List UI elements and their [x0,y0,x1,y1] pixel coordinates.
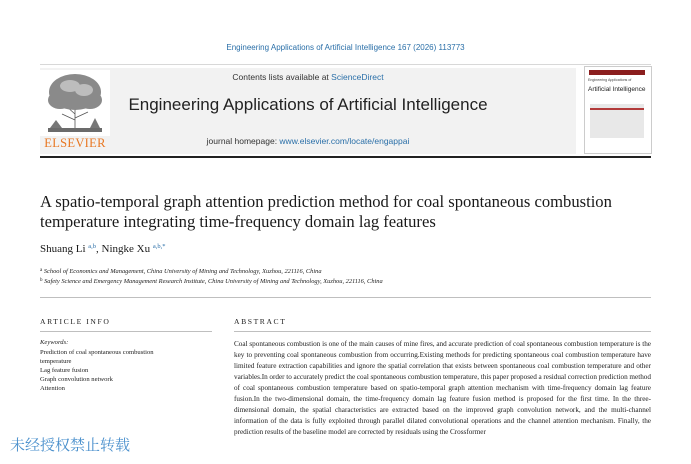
journal-homepage-line [40,136,576,146]
affiliation-text: Safety Science and Emergency Management Research Institute, China University of Mining and Technology, Xuzhou, 221116, China [44,278,383,285]
copyright-watermark: 未经授权禁止转载 [10,436,131,454]
cover-color-band [589,70,645,75]
affiliation-b [40,278,640,285]
homepage-prefix: journal homepage: [206,136,280,146]
cover-title: Artificial Intelligence [588,86,646,93]
abstract-heading: ABSTRACT [234,317,287,326]
author-name[interactable]: Shuang Li [40,243,86,255]
article-info-heading: ARTICLE INFO [40,317,111,326]
keyword-item: temperature [40,358,72,365]
author-name[interactable]: Ningke Xu [101,243,151,255]
keyword-item: Attention [40,385,65,392]
author-list [40,243,166,255]
contents-available-line [40,72,576,82]
journal-citation[interactable]: Engineering Applications of Artificial Intelligence 167 (2026) 113773 [226,43,465,52]
homepage-link[interactable]: www.elsevier.com/locate/engappai [279,136,410,146]
affiliation-mark: a [40,268,43,273]
affiliation-mark: b [40,278,43,283]
author-separator: , [96,243,102,255]
keyword-item: Prediction of coal spontaneous combustion [40,349,154,356]
cover-graphic-line [590,108,644,110]
header-top-rule [40,64,651,65]
elsevier-wordmark[interactable]: ELSEVIER [44,136,106,150]
author-affiliation-marks[interactable]: a,b,* [152,243,166,250]
author-affiliation-marks[interactable]: a,b [88,243,97,250]
sciencedirect-link[interactable]: ScienceDirect [331,72,384,82]
article-title: A spatio-temporal graph attention prediction method for coal spontaneous combustion temperature integrating time-frequency domain lag features [40,192,612,231]
affiliation-text: School of Economics and Management, China University of Mining and Technology, Xuzhou, 221116, China [43,268,322,275]
affiliation-a [40,268,640,275]
keyword-item: Lag feature fusion [40,367,89,374]
header-bottom-rule [40,156,651,158]
abstract-rule [234,331,651,332]
article-info-rule [40,331,212,332]
keyword-item: Graph convolution network [40,376,113,383]
keyword-list [40,348,190,393]
journal-title[interactable]: Engineering Applications of Artificial Intelligence [128,95,488,114]
section-divider [40,297,651,298]
abstract-body: Coal spontaneous combustion is one of the main causes of mine fires, and accurate prediction of coal spontaneous combustion temperature is the key to preventing coal spontaneous combustion from occurring.Existing methods for predicting spontaneous coal combustion temperature have limited feature extraction capabilities and ignore the spatial correlation that exists between spontaneous coal combustion temperature and other variables.In order to accurately predict the coal spontaneous combustion temperature, this paper proposed a residual correction prediction method of coal spontaneous combustion temperature based on spatio-temporal graph attention mechanism with time-frequency domain lag feature fusion.In the two-dimensional domain, the time-frequency domain lag feature fusion method is proposed for the first time. In the three-dimensional domain, the spatial characteristics are extracted based on the improved graph convolution network, and the multi-channel information of the data is fully exploited through parallel dilated convolutional operations and the channel attention mechanism. Finally, the prediction results of the baseline model are corrected by residuals using the Crossformer [234,340,651,436]
keywords-label: Keywords: [40,339,69,346]
contents-prefix: Contents lists available at [232,72,332,82]
cover-subtitle: Engineering Applications of [588,78,632,82]
